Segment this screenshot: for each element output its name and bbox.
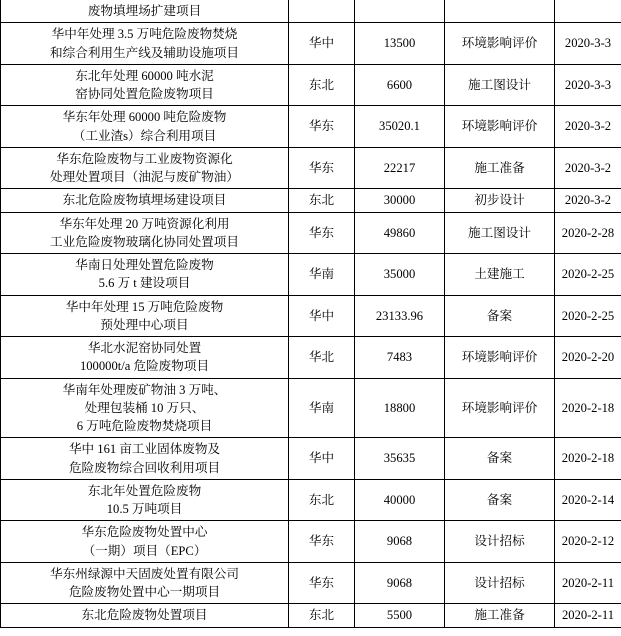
project-name-line: 10.5 万吨项目 bbox=[106, 502, 183, 516]
project-name-line: 6 万吨危险废物焚烧项目 bbox=[76, 419, 213, 433]
cell-amount: 35635 bbox=[355, 438, 445, 480]
cell-amount: 40000 bbox=[355, 479, 445, 521]
cell-amount: 9068 bbox=[355, 521, 445, 563]
cell-project-name bbox=[1, 337, 289, 379]
cell-amount: 35000 bbox=[355, 254, 445, 296]
cell-region: 华中 bbox=[289, 23, 355, 65]
cell-project-name bbox=[1, 562, 289, 604]
cell-region: 华中 bbox=[289, 295, 355, 337]
cell-region: 华东 bbox=[289, 106, 355, 148]
cell-date: 2020-3-2 bbox=[555, 147, 621, 189]
cell-region bbox=[289, 0, 355, 23]
project-name-line: 100000t/a 危险废物项目 bbox=[79, 359, 210, 374]
cell-date: 2020-2-12 bbox=[555, 521, 621, 563]
cell-project-name bbox=[1, 438, 289, 480]
cell-date bbox=[555, 0, 621, 23]
cell-project-name bbox=[1, 604, 289, 627]
cell-stage: 备案 bbox=[445, 479, 555, 521]
cell-stage: 施工准备 bbox=[445, 147, 555, 189]
cell-stage: 施工准备 bbox=[445, 604, 555, 627]
cell-region: 东北 bbox=[289, 479, 355, 521]
project-name-line: 华南日处理处置危险废物 bbox=[75, 258, 214, 272]
cell-region: 东北 bbox=[289, 604, 355, 627]
table-row bbox=[1, 562, 621, 604]
cell-amount: 7483 bbox=[355, 337, 445, 379]
cell-project-name bbox=[1, 0, 289, 23]
table-row bbox=[1, 604, 621, 627]
project-name-line: 华中年处理 15 万吨危险废物 bbox=[65, 299, 224, 314]
cell-region: 华中 bbox=[289, 438, 355, 480]
cell-amount: 30000 bbox=[355, 189, 445, 212]
cell-stage: 环境影响评价 bbox=[445, 23, 555, 65]
cell-stage: 环境影响评价 bbox=[445, 337, 555, 379]
project-name-line: 废物填埋场扩建项目 bbox=[87, 4, 202, 18]
cell-amount: 18800 bbox=[355, 378, 445, 438]
cell-date: 2020-2-20 bbox=[555, 337, 621, 379]
cell-stage: 备案 bbox=[445, 295, 555, 337]
table-row bbox=[1, 521, 621, 563]
cell-project-name bbox=[1, 106, 289, 148]
table-row bbox=[1, 438, 621, 480]
table-row bbox=[1, 147, 621, 189]
cell-region: 东北 bbox=[289, 64, 355, 106]
project-name-line: 工业危险废物玻璃化协同处置项目 bbox=[50, 234, 239, 249]
project-name-line: 预处理中心项目 bbox=[100, 317, 189, 332]
table-row bbox=[1, 295, 621, 337]
cell-project-name bbox=[1, 189, 289, 212]
project-name-line: 处理包装桶 10 万只、 bbox=[84, 400, 205, 415]
cell-region: 华东 bbox=[289, 212, 355, 254]
project-name-line: 华东危险废物与工业废物资源化 bbox=[56, 151, 233, 166]
table-row bbox=[1, 0, 621, 23]
cell-project-name bbox=[1, 254, 289, 296]
cell-project-name bbox=[1, 23, 289, 65]
cell-project-name bbox=[1, 295, 289, 337]
table-row bbox=[1, 212, 621, 254]
cell-date: 2020-2-18 bbox=[555, 438, 621, 480]
cell-region: 华南 bbox=[289, 254, 355, 296]
cell-region: 华南 bbox=[289, 378, 355, 438]
cell-stage bbox=[445, 0, 555, 23]
project-name-line: 危险废物处置中心一期项目 bbox=[68, 585, 221, 599]
table-row bbox=[1, 337, 621, 379]
table-row bbox=[1, 106, 621, 148]
cell-date: 2020-2-28 bbox=[555, 212, 621, 254]
table-row bbox=[1, 23, 621, 65]
cell-project-name bbox=[1, 147, 289, 189]
project-name-line: 华东年处理 60000 吨危险废物 bbox=[62, 110, 227, 125]
cell-region: 华北 bbox=[289, 337, 355, 379]
cell-amount: 49860 bbox=[355, 212, 445, 254]
project-name-line: 处理处置项目（油泥与废矿物油） bbox=[50, 170, 239, 184]
project-name-line: 东北危险废物处置项目 bbox=[81, 608, 208, 623]
table-body bbox=[1, 0, 621, 627]
cell-amount bbox=[355, 0, 445, 23]
cell-stage: 初步设计 bbox=[445, 189, 555, 212]
cell-date: 2020-2-25 bbox=[555, 254, 621, 296]
project-name-line: 东北危险废物填埋场建设项目 bbox=[62, 193, 227, 208]
project-name-line: 华北水泥窑协同处置 bbox=[87, 341, 202, 355]
project-name-line: 东北年处置危险废物 bbox=[87, 483, 202, 498]
cell-project-name bbox=[1, 212, 289, 254]
cell-region: 华东 bbox=[289, 521, 355, 563]
cell-project-name bbox=[1, 521, 289, 563]
cell-date: 2020-3-3 bbox=[555, 23, 621, 65]
project-name-line: 华东年处理 20 万吨资源化利用 bbox=[59, 216, 230, 231]
project-name-line: 5.6 万 t 建设项目 bbox=[98, 276, 191, 291]
cell-date: 2020-2-25 bbox=[555, 295, 621, 337]
project-name-line: （一期）项目（EPC） bbox=[82, 543, 207, 558]
cell-amount: 35020.1 bbox=[355, 106, 445, 148]
cell-date: 2020-2-18 bbox=[555, 378, 621, 438]
cell-amount: 13500 bbox=[355, 23, 445, 65]
project-name-line: 华南年处理废矿物油 3 万吨、 bbox=[62, 382, 227, 397]
cell-stage: 设计招标 bbox=[445, 521, 555, 563]
table-row bbox=[1, 479, 621, 521]
table-row bbox=[1, 189, 621, 212]
cell-stage: 环境影响评价 bbox=[445, 378, 555, 438]
project-name-line: 东北年处理 60000 吨水泥 bbox=[75, 68, 214, 83]
cell-amount: 22217 bbox=[355, 147, 445, 189]
cell-date: 2020-2-14 bbox=[555, 479, 621, 521]
cell-date: 2020-3-3 bbox=[555, 64, 621, 106]
project-name-line: 窑协同处置危险废物项目 bbox=[75, 87, 214, 101]
cell-date: 2020-2-11 bbox=[555, 604, 621, 627]
cell-project-name bbox=[1, 479, 289, 521]
table-row bbox=[1, 64, 621, 106]
project-name-line: 华中年处理 3.5 万吨危险废物焚烧 bbox=[51, 27, 238, 42]
cell-project-name bbox=[1, 64, 289, 106]
cell-stage: 环境影响评价 bbox=[445, 106, 555, 148]
cell-date: 2020-3-2 bbox=[555, 106, 621, 148]
project-name-line: 华东危险废物处置中心 bbox=[81, 525, 208, 540]
cell-amount: 23133.96 bbox=[355, 295, 445, 337]
cell-date: 2020-2-11 bbox=[555, 562, 621, 604]
table-row bbox=[1, 254, 621, 296]
cell-amount: 5500 bbox=[355, 604, 445, 627]
cell-amount: 6600 bbox=[355, 64, 445, 106]
cell-stage: 施工图设计 bbox=[445, 64, 555, 106]
project-name-line: 和综合利用生产线及辅助设施项目 bbox=[50, 45, 239, 60]
project-name-line: 华东州绿源中天固废处置有限公司 bbox=[50, 566, 239, 581]
cell-stage: 土建施工 bbox=[445, 254, 555, 296]
cell-stage: 备案 bbox=[445, 438, 555, 480]
project-name-line: 危险废物综合回收利用项目 bbox=[68, 460, 221, 475]
project-name-line: （工业渣ѕ）综合利用项目 bbox=[72, 128, 217, 143]
cell-region: 东北 bbox=[289, 189, 355, 212]
table-row bbox=[1, 378, 621, 438]
cell-stage: 设计招标 bbox=[445, 562, 555, 604]
cell-stage: 施工图设计 bbox=[445, 212, 555, 254]
cell-region: 华东 bbox=[289, 562, 355, 604]
cell-amount: 9068 bbox=[355, 562, 445, 604]
project-name-line: 华中 161 亩工业固体废物及 bbox=[68, 442, 221, 457]
cell-project-name bbox=[1, 378, 289, 438]
cell-region: 华东 bbox=[289, 147, 355, 189]
cell-date: 2020-3-2 bbox=[555, 189, 621, 212]
